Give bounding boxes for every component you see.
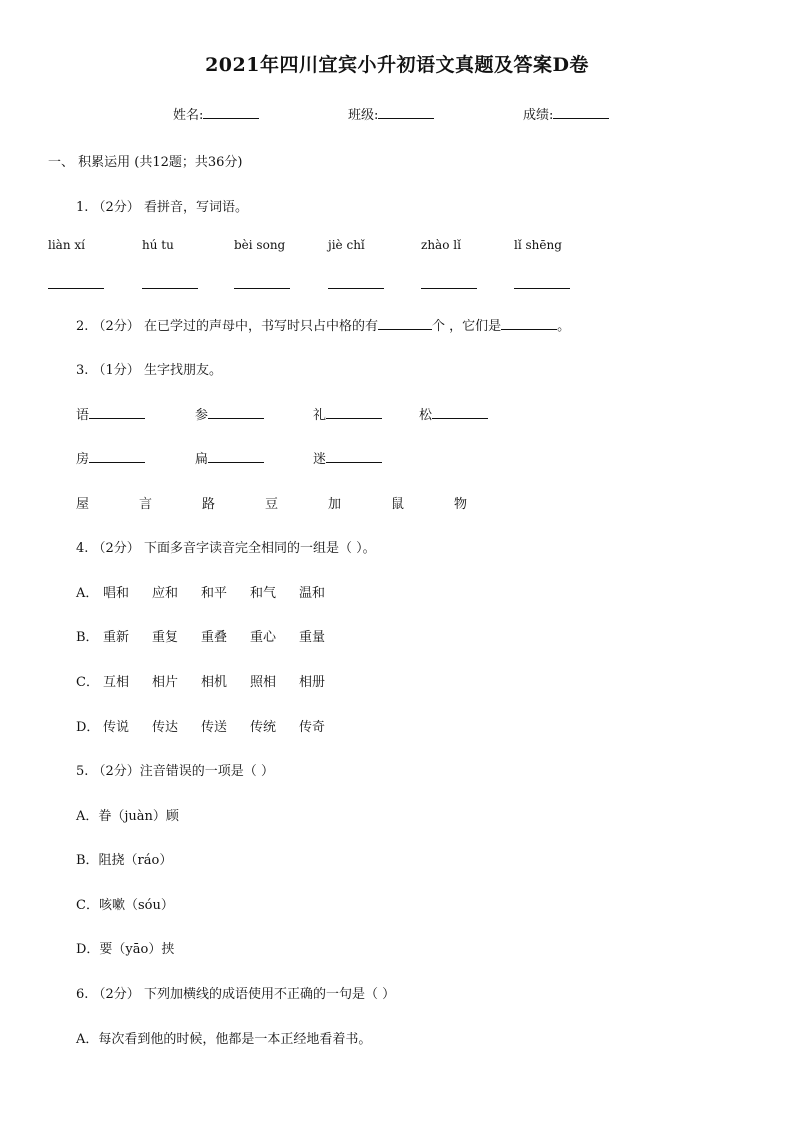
option-word: 传奇 bbox=[299, 720, 326, 735]
score-label: 成绩: bbox=[523, 108, 554, 123]
char-option: 豆 bbox=[265, 497, 279, 512]
name-label: 姓名: bbox=[173, 108, 204, 123]
pinyin-item: zhào lǐ bbox=[421, 238, 461, 252]
option-word: 重复 bbox=[152, 630, 179, 645]
pinyin-item: bèi song bbox=[234, 238, 286, 252]
char-fill-item bbox=[313, 404, 382, 423]
page-title: 2021年四川宜宾小升初语文真题及答案D卷 bbox=[205, 54, 589, 76]
char: 礼 bbox=[313, 408, 327, 423]
option-a[interactable]: A．每次看到他的时候，他都是一本正经地看着书。 bbox=[76, 1032, 372, 1047]
option-word: 和气 bbox=[250, 586, 277, 601]
option-word: 重新 bbox=[103, 630, 130, 645]
char: 扁 bbox=[195, 452, 209, 467]
pinyin-item: lǐ shēng bbox=[514, 238, 562, 252]
pinyin-item: jiè chǐ bbox=[328, 238, 365, 252]
char-fill-item bbox=[195, 448, 264, 467]
question-2-text-a: 2. （2分） 在已学过的声母中，书写时只占中格的有 bbox=[76, 319, 378, 334]
answer-blank[interactable] bbox=[208, 449, 264, 463]
char-option: 加 bbox=[328, 497, 342, 512]
option-word: 传说 bbox=[103, 720, 130, 735]
option-word: 重叠 bbox=[201, 630, 228, 645]
question-3-stem: 3. （1分） 生字找朋友。 bbox=[76, 363, 222, 378]
question-5-stem: 5. （2分）注音错误的一项是（ ） bbox=[76, 764, 274, 779]
answer-blank[interactable] bbox=[142, 288, 198, 289]
char-option: 言 bbox=[139, 497, 153, 512]
option-b[interactable]: B．阻挠（ráo） bbox=[76, 853, 173, 868]
question-2-stem bbox=[76, 315, 570, 334]
question-4-stem: 4. （2分） 下面多音字读音完全相同的一组是（ ）。 bbox=[76, 541, 376, 556]
option-word: 相册 bbox=[299, 675, 326, 690]
option-word: 应和 bbox=[152, 586, 179, 601]
name-field bbox=[173, 104, 259, 123]
option-c[interactable]: C．咳嗽（sóu） bbox=[76, 898, 174, 913]
option-letter: C． bbox=[76, 675, 99, 690]
score-blank[interactable] bbox=[553, 105, 609, 119]
answer-blank[interactable] bbox=[326, 405, 382, 419]
option-word: 重心 bbox=[250, 630, 277, 645]
option-a[interactable]: A．眷（juàn）顾 bbox=[76, 809, 179, 824]
option-word: 传送 bbox=[201, 720, 228, 735]
char: 迷 bbox=[313, 452, 327, 467]
answer-blank[interactable] bbox=[378, 316, 432, 330]
char-fill-item bbox=[76, 404, 145, 423]
option-word: 相片 bbox=[152, 675, 179, 690]
question-2-text-b: 个 ，它们是 bbox=[431, 319, 502, 334]
char-fill-item bbox=[76, 448, 145, 467]
char: 房 bbox=[76, 452, 90, 467]
answer-blank[interactable] bbox=[208, 405, 264, 419]
option-letter: B． bbox=[76, 630, 99, 645]
answer-blank[interactable] bbox=[514, 288, 570, 289]
char: 语 bbox=[76, 408, 90, 423]
option-letter: D． bbox=[76, 720, 100, 735]
question-1-stem: 1. （2分） 看拼音，写词语。 bbox=[76, 200, 248, 215]
char-option: 屋 bbox=[76, 497, 90, 512]
char-fill-item bbox=[419, 404, 488, 423]
char: 松 bbox=[419, 408, 433, 423]
char-fill-item bbox=[195, 404, 264, 423]
char-option: 鼠 bbox=[391, 497, 405, 512]
answer-blank[interactable] bbox=[328, 288, 384, 289]
char-option: 路 bbox=[202, 497, 216, 512]
class-label: 班级: bbox=[348, 108, 379, 123]
answer-blank[interactable] bbox=[89, 449, 145, 463]
answer-blank[interactable] bbox=[48, 288, 104, 289]
option-word: 唱和 bbox=[103, 586, 130, 601]
option-word: 和平 bbox=[201, 586, 228, 601]
option-word: 照相 bbox=[250, 675, 277, 690]
class-blank[interactable] bbox=[378, 105, 434, 119]
question-6-stem: 6. （2分） 下列加横线的成语使用不正确的一句是（ ） bbox=[76, 987, 396, 1002]
answer-blank[interactable] bbox=[234, 288, 290, 289]
name-blank[interactable] bbox=[203, 105, 259, 119]
option-d[interactable]: D．要（yāo）挟 bbox=[76, 942, 175, 957]
char-option: 物 bbox=[454, 497, 468, 512]
answer-blank[interactable] bbox=[326, 449, 382, 463]
pinyin-item: liàn xí bbox=[48, 238, 85, 252]
option-word: 互相 bbox=[103, 675, 130, 690]
pinyin-item: hú tu bbox=[142, 238, 174, 252]
section-heading: 一、 积累运用 (共12题；共36分) bbox=[48, 155, 243, 170]
answer-blank[interactable] bbox=[501, 316, 557, 330]
option-letter: A． bbox=[76, 586, 99, 601]
answer-blank[interactable] bbox=[89, 405, 145, 419]
score-field bbox=[523, 104, 609, 123]
answer-blank[interactable] bbox=[432, 405, 488, 419]
option-word: 传达 bbox=[152, 720, 179, 735]
option-word: 传统 bbox=[250, 720, 277, 735]
answer-blank[interactable] bbox=[421, 288, 477, 289]
question-2-text-c: 。 bbox=[557, 319, 571, 334]
char-fill-item bbox=[313, 448, 382, 467]
option-word: 温和 bbox=[299, 586, 326, 601]
char: 参 bbox=[195, 408, 209, 423]
class-field bbox=[348, 104, 434, 123]
option-word: 重量 bbox=[299, 630, 326, 645]
option-word: 相机 bbox=[201, 675, 228, 690]
